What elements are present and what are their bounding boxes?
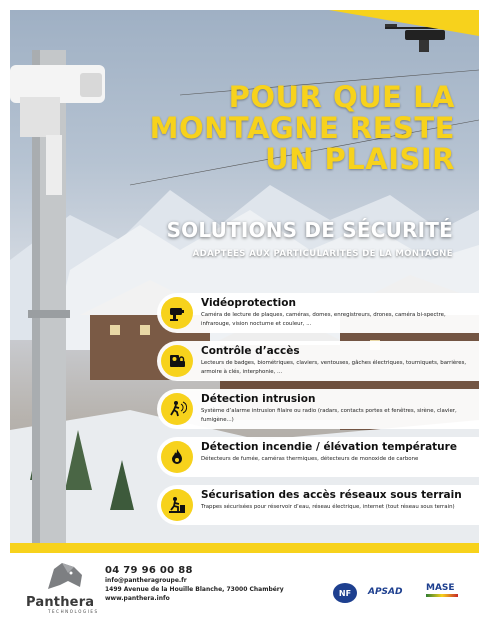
service-title: Détection incendie / élévation température <box>201 441 457 453</box>
brand-subtitle: TECHNOLOGIES <box>48 609 99 614</box>
subsubtitle: ADAPTEES AUX PARTICULARITES DE LA MONTAGNE <box>192 249 453 259</box>
service-item-underground-access <box>157 485 479 525</box>
service-item-fire-detection <box>157 437 479 477</box>
mase-color-bar <box>426 594 458 597</box>
nf-certification-logo <box>332 581 358 605</box>
panther-head-icon <box>44 561 86 591</box>
panthera-logo <box>26 561 104 614</box>
brand-name: Panthera <box>26 595 95 610</box>
email-link[interactable]: info@pantheragroupe.fr <box>105 577 187 584</box>
service-title: Détection intrusion <box>201 393 316 405</box>
website-link[interactable]: www.panthera.info <box>105 595 170 602</box>
service-description: Système d’alarme intrusion filaire ou radio (radars, contacts portes et fenêtres, sirène, clavier, fumigène...) <box>201 408 457 423</box>
headline-line-2: MONTAGNE RESTE <box>149 111 455 145</box>
cctv-camera-icon <box>161 297 193 329</box>
underground-access-icon <box>161 489 193 521</box>
service-title: Contrôle d’accès <box>201 345 300 357</box>
phone-number: 04 79 96 00 88 <box>105 565 193 576</box>
certification-logos <box>332 581 472 605</box>
mase-label: MASE <box>426 583 455 593</box>
yellow-divider-band <box>10 543 479 553</box>
headline-line-1: POUR QUE LA <box>228 80 455 114</box>
service-description: Trappes sécurisées pour réservoir d’eau, réseau électrique, internet (tout réseau sous terrain) <box>201 504 455 510</box>
headline <box>100 82 455 175</box>
service-item-access-control <box>157 341 479 381</box>
footer <box>10 553 479 623</box>
badge-lock-icon <box>161 345 193 377</box>
apsad-logo: APSAD <box>368 587 403 597</box>
intruder-icon <box>161 393 193 425</box>
address: 1499 Avenue de la Houille Blanche, 73000 Chambéry <box>105 586 284 593</box>
mase-logo <box>426 583 462 603</box>
contact-block <box>105 565 284 603</box>
service-description: Caméra de lecture de plaques, caméras, domes, enregistreurs, drones, caméra bi-spectre, infrarouge, vision nocturne et couleur, ... <box>201 312 446 327</box>
nf-label: NF <box>338 589 352 598</box>
subtitle: SOLUTIONS DE SÉCURITÉ <box>166 218 453 242</box>
service-item-videoprotection <box>157 293 479 333</box>
service-description: Lecteurs de badges, biométriques, claviers, ventouses, gâches électriques, tourniquets, barrières, armoire à clés, interphonie, ... <box>201 360 467 375</box>
yellow-corner-accent <box>329 10 479 36</box>
services-list <box>157 293 479 533</box>
headline-line-3: UN PLAISIR <box>265 142 455 176</box>
service-item-intrusion-detection <box>157 389 479 429</box>
fire-icon <box>161 441 193 473</box>
service-title: Sécurisation des accès réseaux sous terrain <box>201 489 462 501</box>
service-title: Vidéoprotection <box>201 297 296 309</box>
service-description: Détecteurs de fumée, caméras thermiques, détecteurs de monoxide de carbone <box>201 456 419 462</box>
